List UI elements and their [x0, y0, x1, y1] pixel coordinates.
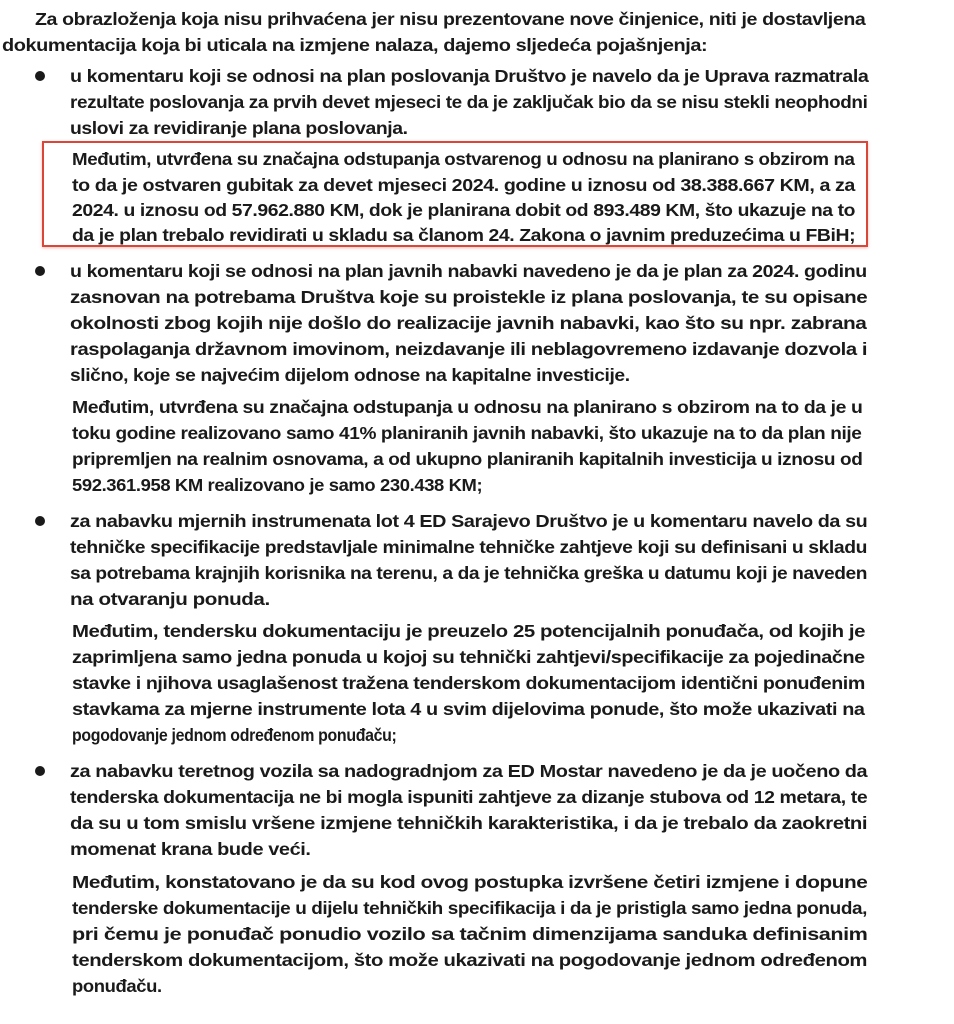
item-comment-line: da su u tom smislu vršene izmjene tehničkih karakteristika, i da je trebalo da zaokretni — [70, 813, 868, 833]
item-comment-line: za nabavku teretnog vozila sa nadogradnjom za ED Mostar navedeno je da je uočeno da — [70, 761, 868, 781]
item-response-line: toku godine realizovano samo 41% planiranih javnih nabavki, što ukazuje na to da plan nije — [72, 423, 862, 443]
item-response-line: Međutim, utvrđena su značajna odstupanja ostvarenog u odnosu na planirano s obzirom na — [72, 149, 855, 169]
item-response-line: da je plan trebalo revidirati u skladu sa članom 24. Zakona o javnim preduzećima u FBiH; — [72, 225, 856, 245]
item-response-line: zaprimljena samo jedna ponuda u kojoj su tehnički zahtjevi/specifikacije za pojedinačne — [72, 647, 865, 667]
item-comment-line: za nabavku mjernih instrumenata lot 4 ED Sarajevo Društvo je u komentaru navelo da su — [70, 511, 868, 531]
item-response-line: Međutim, tendersku dokumentaciju je preuzelo 25 potencijalnih ponuđača, od kojih je — [72, 621, 866, 641]
item-comment-line: zasnovan na potrebama Društva koje su proistekle iz plana poslovanja, te su opisane — [70, 287, 868, 307]
item-comment-line: na otvaranju ponuda. — [70, 589, 270, 609]
item-comment-line: raspolaganja državnom imovinom, neizdavanje ili neblagovremeno izdavanje dozvola i — [70, 339, 868, 359]
item-comment-line: uslovi za revidiranje plana poslovanja. — [70, 118, 408, 138]
item-comment-line: sa potrebama krajnjih korisnika na terenu, a da je tehnička greška u datumu koji je naveden — [70, 563, 868, 583]
item-response-line: to da je ostvaren gubitak za devet mjeseci 2024. godine u iznosu od 38.388.667 KM, a za — [72, 175, 855, 195]
item-response-line: stavke i njihova usaglašenost tražena tenderskom dokumentacijom identični ponuđenim — [72, 673, 865, 693]
item-response-line: 592.361.958 KM realizovano je samo 230.438 KM; — [72, 475, 483, 495]
item-response-line: Međutim, konstatovano je da su kod ovog postupka izvršene četiri izmjene i dopune — [72, 872, 868, 892]
item-response-line: 2024. u iznosu od 57.962.880 KM, dok je planirana dobit od 893.489 KM, što ukazuje na to — [72, 200, 856, 220]
item-response-line: Međutim, utvrđena su značajna odstupanja u odnosu na planirano s obzirom na to da je u — [72, 397, 863, 417]
item-response-line: pogodovanje jednom određenom ponuđaču; — [72, 725, 397, 745]
item-response-line: tenderskom dokumentacijom, što može ukazivati na pogodovanje jednom određenom — [72, 950, 868, 970]
item-response-line: pripremljen na realnim osnovama, a od ukupno planiranih kapitalnih investicija u iznosu od — [72, 449, 863, 469]
item-response-line: stavkama za mjerne instrumente lota 4 u svim dijelovima ponude, što može ukazivati na — [72, 699, 865, 719]
item-comment-line: u komentaru koji se odnosi na plan poslovanja Društvo je navelo da je Uprava razmatrala — [70, 66, 869, 86]
item-response-line: tenderske dokumentacije u dijelu tehničkih specifikacija i da je pristigla samo jedna ponuda, — [72, 898, 868, 918]
item-comment-line: tenderska dokumentacija ne bi mogla ispuniti zahtjeve za dizanje stubova od 12 metara, te — [70, 787, 868, 807]
bullet-icon — [35, 266, 45, 276]
item-comment-line: u komentaru koji se odnosi na plan javnih nabavki navedeno je da je plan za 2024. godinu — [70, 261, 867, 281]
item-comment-line: rezultate poslovanja za prvih devet mjeseci te da je zaključak bio da se nisu stekli neophodni — [70, 92, 868, 112]
bullet-icon — [35, 516, 45, 526]
item-comment-line: slično, koje se najvećim dijelom odnose na kapitalne investicije. — [70, 365, 630, 385]
intro-line: Za obrazloženja koja nisu prihvaćena jer nisu prezentovane nove činjenice, niti je dostavljena — [35, 9, 866, 29]
intro-line: dokumentacija koja bi uticala na izmjene nalaza, dajemo sljedeća pojašnjenja: — [2, 35, 708, 55]
bullet-icon — [35, 766, 45, 776]
item-comment-line: okolnosti zbog kojih nije došlo do realizacije javnih nabavki, kao što su npr. zabrana — [70, 313, 867, 333]
item-comment-line: momenat krana bude veći. — [70, 839, 311, 859]
item-comment-line: tehničke specifikacije predstavljale minimalne tehničke zahtjeve koji su definisani u skladu — [70, 537, 868, 557]
item-response-line: pri čemu je ponuđač ponudio vozilo sa tačnim dimenzijama sanduka definisanim — [72, 924, 868, 944]
bullet-icon — [35, 71, 45, 81]
item-response-line: ponuđaču. — [72, 976, 162, 996]
